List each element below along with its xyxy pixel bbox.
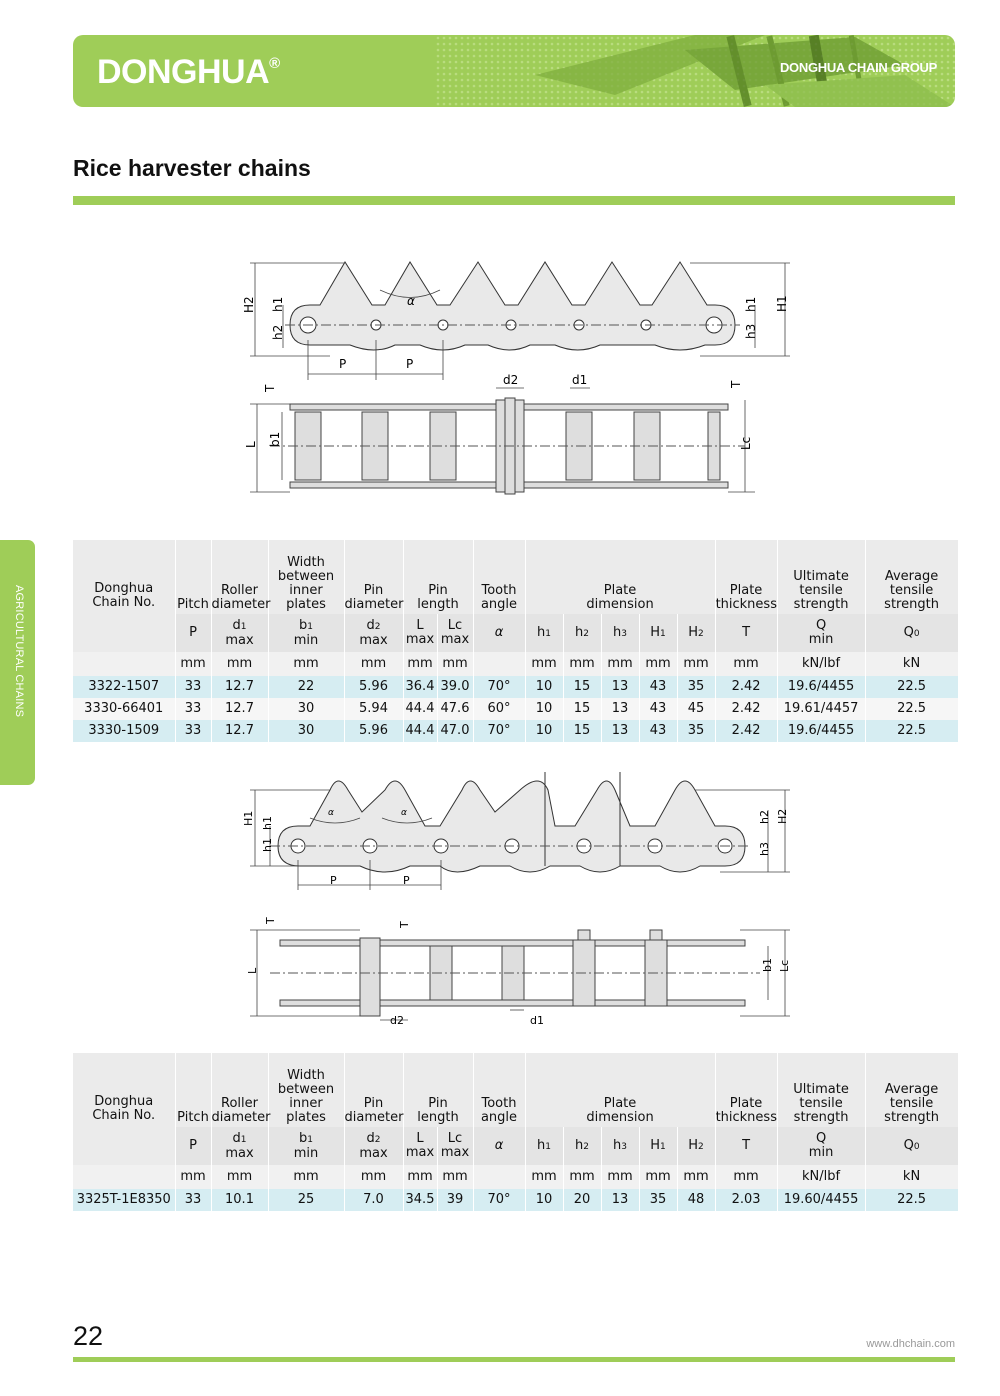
- chain-diagram-2: [230, 765, 800, 1030]
- table-cell: 22: [268, 676, 344, 698]
- table-cell: 35: [639, 1189, 677, 1211]
- brand-logo: DONGHUA®: [97, 53, 280, 91]
- sym-d2: d2 max: [344, 614, 403, 652]
- unit: kN: [865, 1165, 958, 1189]
- header-plate-dimension: Plate dimension: [525, 1053, 715, 1127]
- svg-text:b1: b1: [268, 431, 282, 447]
- table-cell: 25: [268, 1189, 344, 1211]
- unit: mm: [268, 1165, 344, 1189]
- header-roller: Roller diameter: [211, 1053, 268, 1127]
- table-cell: 12.7: [211, 720, 268, 742]
- sym-q0: Q0: [865, 614, 958, 652]
- header-plate-dimension: Plate dimension: [525, 540, 715, 614]
- table-cell: 13: [601, 720, 639, 742]
- page-title: Rice harvester chains: [73, 155, 311, 181]
- sym-p: P: [175, 1127, 211, 1165]
- group-name: DONGHUA CHAIN GROUP: [779, 60, 937, 75]
- table-cell: 33: [175, 1189, 211, 1211]
- table-1-body: [73, 676, 958, 742]
- header-tooth-angle: Tooth angle: [473, 1053, 525, 1127]
- table-cell: 19.6/4455: [777, 676, 865, 698]
- header-pin-length: Pin length: [403, 540, 473, 614]
- table-row: [73, 720, 958, 742]
- table-cell: 7.0: [344, 1189, 403, 1211]
- table-2-body: [73, 1189, 958, 1211]
- svg-text:α: α: [407, 294, 415, 308]
- header-plate-thickness: Plate thickness: [715, 1053, 777, 1127]
- unit-blank: [73, 1165, 175, 1189]
- unit: mm: [175, 652, 211, 676]
- header-average-strength: Average tensile strength: [865, 1053, 958, 1127]
- table-cell: 33: [175, 698, 211, 720]
- sym-q0: Q0: [865, 1127, 958, 1165]
- unit: mm: [211, 652, 268, 676]
- sym-h2: h2: [563, 614, 601, 652]
- table-cell: 15: [563, 698, 601, 720]
- svg-text:T: T: [398, 921, 411, 928]
- spec-table-2: [73, 1053, 959, 1211]
- table-cell: 15: [563, 676, 601, 698]
- unit: mm: [344, 1165, 403, 1189]
- unit: mm: [268, 652, 344, 676]
- table-cell: 19.60/4455: [777, 1189, 865, 1211]
- svg-text:T: T: [264, 917, 277, 924]
- table-cell: 43: [639, 720, 677, 742]
- sym-q: Q min: [777, 1127, 865, 1165]
- table-cell: 60°: [473, 698, 525, 720]
- unit: kN/lbf: [777, 652, 865, 676]
- footer-divider: [73, 1357, 955, 1362]
- table-cell: 44.4: [403, 698, 437, 720]
- svg-text:h3: h3: [744, 323, 758, 339]
- header-pitch: Pitch: [175, 540, 211, 614]
- sym-H2: H2: [677, 614, 715, 652]
- header-ultimate-strength: Ultimate tensile strength: [777, 1053, 865, 1127]
- unit: mm: [175, 1165, 211, 1189]
- table-cell: 10: [525, 1189, 563, 1211]
- table-row: [73, 1189, 958, 1211]
- sym-h3: h3: [601, 1127, 639, 1165]
- unit: mm: [563, 652, 601, 676]
- header-width: Width between inner plates: [268, 540, 344, 614]
- table-cell: 13: [601, 1189, 639, 1211]
- table-cell: 5.96: [344, 720, 403, 742]
- table-cell: 43: [639, 698, 677, 720]
- svg-text:H2: H2: [776, 808, 789, 824]
- table-cell: 13: [601, 676, 639, 698]
- spec-table-1: [73, 540, 959, 742]
- header-average-strength: Average tensile strength: [865, 540, 958, 614]
- unit: kN/lbf: [777, 1165, 865, 1189]
- sym-H2: H2: [677, 1127, 715, 1165]
- sym-l: L max: [403, 614, 437, 652]
- unit: [473, 1165, 525, 1189]
- table-cell: 3325T-1E8350: [73, 1189, 175, 1211]
- website-url: www.dhchain.com: [866, 1338, 955, 1350]
- unit: kN: [865, 652, 958, 676]
- table-cell: 39.0: [437, 676, 473, 698]
- unit: mm: [715, 652, 777, 676]
- svg-text:Lc: Lc: [778, 959, 791, 972]
- svg-text:d1: d1: [572, 373, 588, 387]
- table-cell: 22.5: [865, 676, 958, 698]
- table-cell: 2.42: [715, 698, 777, 720]
- sym-h3: h3: [601, 614, 639, 652]
- table-cell: 70°: [473, 1189, 525, 1211]
- table-cell: 20: [563, 1189, 601, 1211]
- table-cell: 19.61/4457: [777, 698, 865, 720]
- table-cell: 15: [563, 720, 601, 742]
- sym-b1: b1 min: [268, 1127, 344, 1165]
- table-cell: 19.6/4455: [777, 720, 865, 742]
- unit: mm: [563, 1165, 601, 1189]
- svg-text:H1: H1: [242, 810, 255, 826]
- header-plate-thickness: Plate thickness: [715, 540, 777, 614]
- side-tab-label: AGRICULTURAL CHAINS: [13, 585, 25, 718]
- table-cell: 44.4: [403, 720, 437, 742]
- svg-text:d1: d1: [530, 1014, 544, 1027]
- svg-text:h1: h1: [261, 838, 274, 852]
- table-cell: 22.5: [865, 1189, 958, 1211]
- table-cell: 12.7: [211, 698, 268, 720]
- sym-l: L max: [403, 1127, 437, 1165]
- header-width: Width between inner plates: [268, 1053, 344, 1127]
- table-cell: 30: [268, 720, 344, 742]
- table-cell: 70°: [473, 676, 525, 698]
- sym-lc: Lc max: [437, 614, 473, 652]
- header-banner: [73, 35, 955, 107]
- table-cell: 33: [175, 720, 211, 742]
- table-cell: 22.5: [865, 698, 958, 720]
- table-cell: 47.0: [437, 720, 473, 742]
- table-cell: 5.96: [344, 676, 403, 698]
- header-chain-no: Donghua Chain No.: [73, 1053, 175, 1165]
- svg-text:P: P: [330, 874, 337, 887]
- sym-h2: h2: [563, 1127, 601, 1165]
- svg-text:d2: d2: [503, 373, 519, 387]
- svg-text:h3: h3: [758, 842, 771, 856]
- table-cell: 5.94: [344, 698, 403, 720]
- table-cell: 3330-66401: [73, 698, 175, 720]
- svg-text:L: L: [246, 967, 259, 974]
- header-pitch: Pitch: [175, 1053, 211, 1127]
- header-pin-diameter: Pin diameter: [344, 1053, 403, 1127]
- header-tooth-angle: Tooth angle: [473, 540, 525, 614]
- table-cell: 35: [677, 720, 715, 742]
- svg-text:h1: h1: [261, 816, 274, 830]
- sym-H1: H1: [639, 614, 677, 652]
- header-ultimate-strength: Ultimate tensile strength: [777, 540, 865, 614]
- svg-text:P: P: [339, 357, 347, 371]
- table-cell: 30: [268, 698, 344, 720]
- table-cell: 45: [677, 698, 715, 720]
- sym-d1: d1 max: [211, 1127, 268, 1165]
- table-cell: 33: [175, 676, 211, 698]
- unit: mm: [403, 652, 437, 676]
- sym-h1: h1: [525, 1127, 563, 1165]
- table-cell: 70°: [473, 720, 525, 742]
- table-cell: 43: [639, 676, 677, 698]
- page-number: 22: [73, 1321, 104, 1351]
- svg-text:P: P: [406, 357, 414, 371]
- table-cell: 47.6: [437, 698, 473, 720]
- svg-text:L: L: [244, 441, 258, 448]
- table-cell: 22.5: [865, 720, 958, 742]
- table-cell: 13: [601, 698, 639, 720]
- table-cell: 34.5: [403, 1189, 437, 1211]
- unit: mm: [677, 652, 715, 676]
- svg-text:Lc: Lc: [739, 436, 753, 450]
- sym-d1: d1 max: [211, 614, 268, 652]
- svg-text:α: α: [401, 808, 407, 818]
- unit: mm: [639, 1165, 677, 1189]
- table-cell: 3322-1507: [73, 676, 175, 698]
- title-divider: [73, 196, 955, 205]
- unit: mm: [344, 652, 403, 676]
- header-pin-diameter: Pin diameter: [344, 540, 403, 614]
- table-cell: 2.03: [715, 1189, 777, 1211]
- table-cell: 35: [677, 676, 715, 698]
- unit: mm: [525, 1165, 563, 1189]
- table-cell: 48: [677, 1189, 715, 1211]
- svg-text:d2: d2: [390, 1014, 404, 1027]
- sym-H1: H1: [639, 1127, 677, 1165]
- svg-text:P: P: [403, 874, 410, 887]
- unit: mm: [677, 1165, 715, 1189]
- table-cell: 3330-1509: [73, 720, 175, 742]
- unit: mm: [403, 1165, 437, 1189]
- sym-h1: h1: [525, 614, 563, 652]
- svg-text:b1: b1: [761, 958, 774, 972]
- table-cell: 2.42: [715, 676, 777, 698]
- table-cell: 12.7: [211, 676, 268, 698]
- sym-p: P: [175, 614, 211, 652]
- header-chain-no: Donghua Chain No.: [73, 540, 175, 652]
- svg-text:h2: h2: [271, 324, 285, 340]
- table-cell: 10: [525, 698, 563, 720]
- svg-text:H1: H1: [775, 295, 789, 312]
- table-row: [73, 698, 958, 720]
- header-pin-length: Pin length: [403, 1053, 473, 1127]
- sym-q: Q min: [777, 614, 865, 652]
- unit: mm: [601, 1165, 639, 1189]
- table-cell: 39: [437, 1189, 473, 1211]
- sym-t: T: [715, 614, 777, 652]
- svg-text:h1: h1: [271, 296, 285, 312]
- svg-text:H2: H2: [242, 296, 256, 313]
- unit-blank: [73, 652, 175, 676]
- unit: mm: [437, 1165, 473, 1189]
- unit: mm: [211, 1165, 268, 1189]
- sym-alpha: α: [473, 614, 525, 652]
- sym-d2: d2 max: [344, 1127, 403, 1165]
- sym-lc: Lc max: [437, 1127, 473, 1165]
- sym-alpha: α: [473, 1127, 525, 1165]
- unit: mm: [639, 652, 677, 676]
- table-cell: 10.1: [211, 1189, 268, 1211]
- table-cell: 2.42: [715, 720, 777, 742]
- svg-text:α: α: [328, 808, 334, 818]
- table-cell: 36.4: [403, 676, 437, 698]
- svg-text:T: T: [729, 380, 743, 388]
- chain-diagram-1: [230, 255, 800, 505]
- unit: mm: [437, 652, 473, 676]
- svg-text:h1: h1: [744, 296, 758, 312]
- sym-t: T: [715, 1127, 777, 1165]
- svg-text:h2: h2: [758, 810, 771, 824]
- unit: mm: [525, 652, 563, 676]
- table-cell: 10: [525, 676, 563, 698]
- unit: mm: [601, 652, 639, 676]
- unit: mm: [715, 1165, 777, 1189]
- table-row: [73, 676, 958, 698]
- sym-b1: b1 min: [268, 614, 344, 652]
- header-roller: Roller diameter: [211, 540, 268, 614]
- table-cell: 10: [525, 720, 563, 742]
- svg-text:T: T: [263, 384, 277, 392]
- unit: [473, 652, 525, 676]
